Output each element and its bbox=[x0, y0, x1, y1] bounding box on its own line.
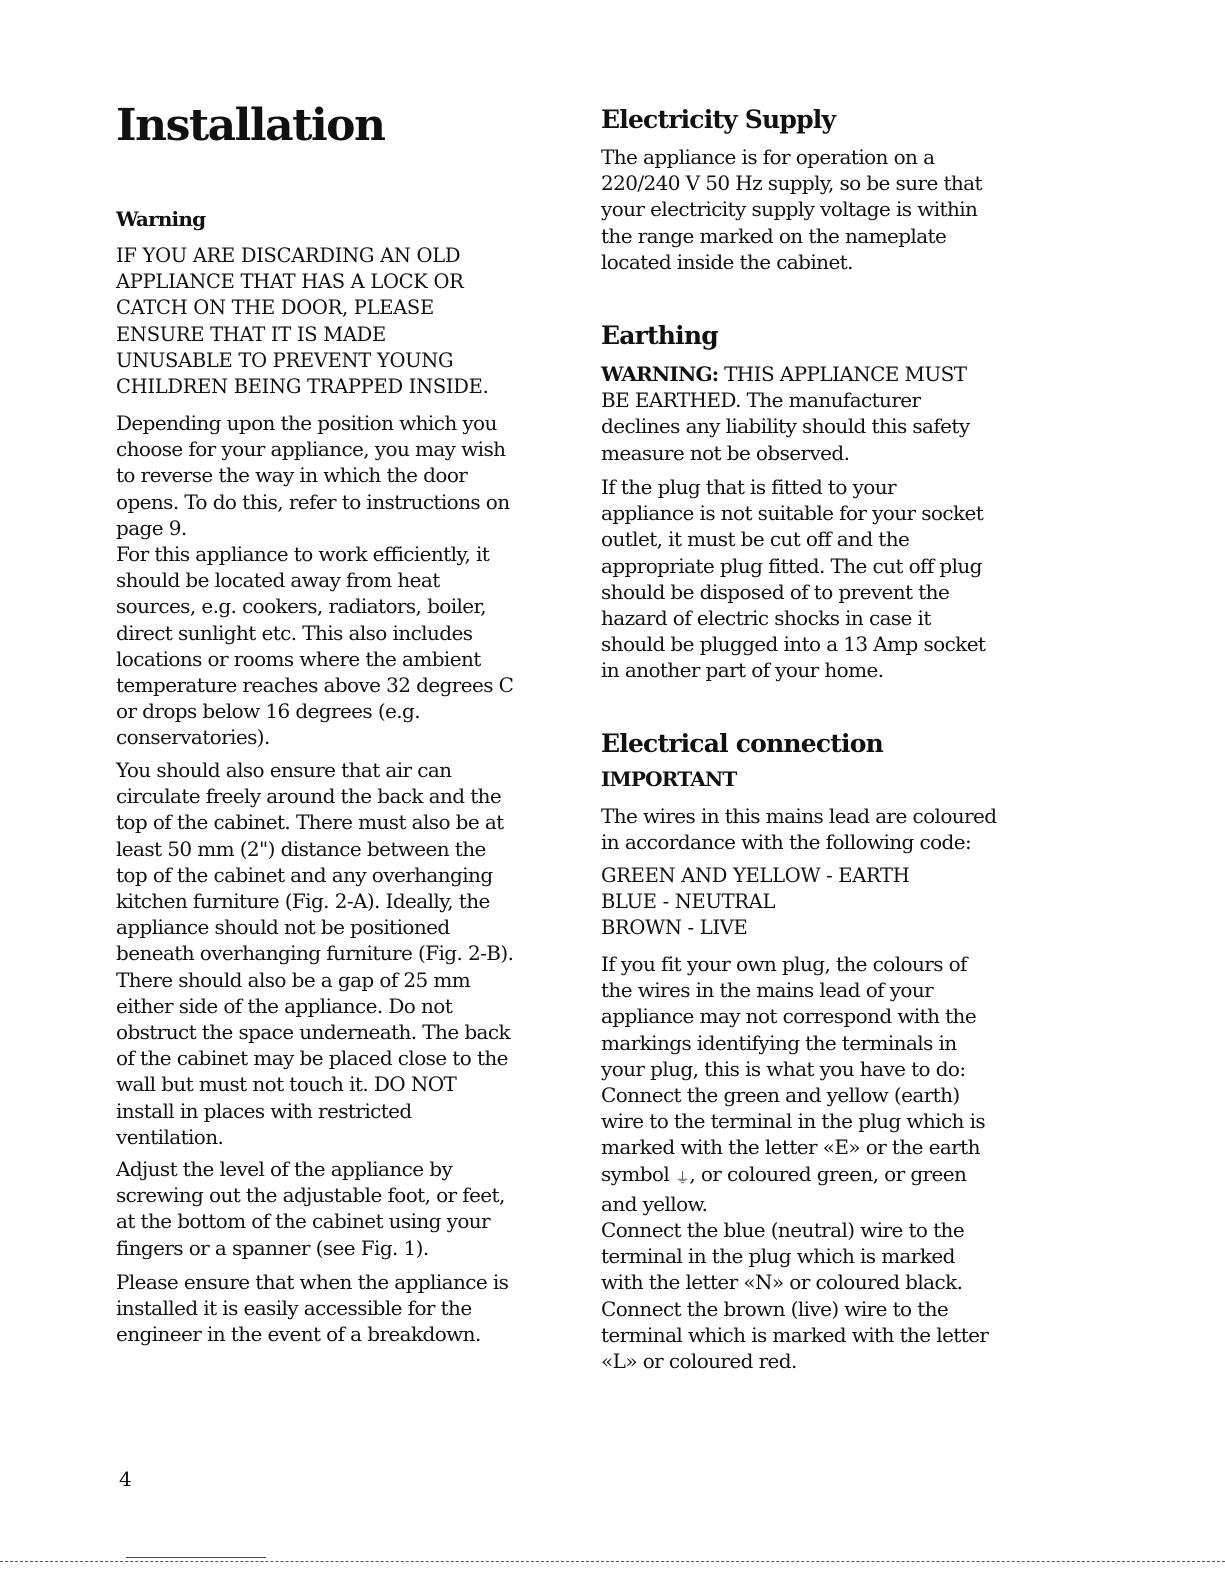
text-line: terminal in the plug which is marked bbox=[601, 1244, 955, 1269]
text-line: should be disposed of to prevent the bbox=[601, 579, 950, 604]
text-line: top of the cabinet and any overhanging bbox=[116, 862, 493, 887]
text-line: measure not be observed. bbox=[601, 440, 850, 465]
footer-link-rule bbox=[126, 1557, 266, 1558]
text-line: terminal which is marked with the letter bbox=[601, 1322, 989, 1347]
access-paragraph bbox=[116, 1269, 586, 1348]
text-line: the range marked on the nameplate bbox=[601, 223, 947, 248]
leveling-paragraph bbox=[116, 1156, 586, 1261]
wire-code-item: GREEN AND YELLOW - EARTH bbox=[601, 864, 910, 887]
text-line: choose for your appliance, you may wish bbox=[116, 437, 506, 462]
text-line: Adjust the level of the appliance by bbox=[116, 1157, 453, 1181]
text-line: appropriate plug fitted. The cut off plug bbox=[601, 553, 982, 578]
warning-line: APPLIANCE THAT HAS A LOCK OR bbox=[116, 270, 464, 294]
wire-code-intro bbox=[601, 803, 1071, 855]
warning-line: CHILDREN BEING TRAPPED INSIDE. bbox=[116, 375, 489, 399]
wire-code-item: BROWN - LIVE bbox=[601, 916, 748, 940]
footer-divider bbox=[0, 1561, 1225, 1562]
text-line: appliance may not correspond with the bbox=[601, 1004, 977, 1029]
text-line: direct sunlight etc. This also includes bbox=[116, 620, 473, 645]
warning-line: IF YOU ARE DISCARDING AN OLD bbox=[116, 244, 461, 267]
text-line: fingers or a spanner (see Fig. 1). bbox=[116, 1235, 429, 1260]
text-line: markings identifying the terminals in bbox=[601, 1030, 957, 1055]
text-line: «L» or coloured red. bbox=[601, 1349, 797, 1374]
text-line: located inside the cabinet. bbox=[601, 249, 853, 274]
text-line: Connect the green and yellow (earth) bbox=[601, 1083, 960, 1108]
text-line: temperature reaches above 32 degrees C bbox=[116, 673, 514, 698]
warning-text bbox=[116, 243, 586, 400]
electricity-supply-text bbox=[601, 144, 1071, 275]
text-line: opens. To do this, refer to instructions on bbox=[116, 489, 510, 514]
ventilation-paragraph bbox=[116, 757, 586, 1150]
text-line: If the plug that is fitted to your bbox=[601, 475, 896, 499]
symbol-line bbox=[601, 1161, 1071, 1191]
text-line: wall but must not touch it. DO NOT bbox=[116, 1072, 457, 1097]
electrical-connection-heading: Electrical connection bbox=[601, 729, 883, 758]
text-line: the wires in the mains lead of your bbox=[601, 978, 934, 1003]
text-line: your electricity supply voltage is within bbox=[601, 197, 978, 222]
text-line: page 9. bbox=[116, 515, 187, 540]
electricity-supply-heading: Electricity Supply bbox=[601, 105, 836, 134]
page-title: Installation bbox=[116, 100, 385, 151]
text-line: obstruct the space underneath. The back bbox=[116, 1020, 510, 1045]
warning-heading: Warning bbox=[116, 207, 206, 231]
text-line: wire to the terminal in the plug which is bbox=[601, 1109, 986, 1134]
earthing-plug-paragraph bbox=[601, 474, 1071, 684]
text-line: at the bottom of the cabinet using your bbox=[116, 1209, 491, 1234]
placement-paragraph bbox=[116, 410, 586, 751]
text-line: There should also be a gap of 25 mm bbox=[116, 967, 471, 992]
page-number: 4 bbox=[119, 1467, 132, 1491]
wire-code-item: BLUE - NEUTRAL bbox=[601, 890, 776, 914]
text-line: of the cabinet may be placed close to the bbox=[116, 1046, 508, 1071]
text-line: conservatories). bbox=[116, 725, 270, 750]
text-line: You should also ensure that air can bbox=[116, 758, 452, 782]
symbol-prefix: symbol bbox=[601, 1161, 675, 1186]
text-line: engineer in the event of a breakdown. bbox=[116, 1322, 481, 1347]
text-line: in accordance with the following code: bbox=[601, 830, 972, 855]
text-line: 220/240 V 50 Hz supply, so be sure that bbox=[601, 171, 982, 196]
text-line: with the letter «N» or coloured black. bbox=[601, 1270, 963, 1295]
warning-line: CATCH ON THE DOOR, PLEASE bbox=[116, 296, 434, 320]
text-line: your plug, this is what you have to do: bbox=[601, 1056, 966, 1081]
text-line: hazard of electric shocks in case it bbox=[601, 606, 931, 631]
text-line: ventilation. bbox=[116, 1124, 224, 1149]
text-line: install in places with restricted bbox=[116, 1098, 412, 1123]
warning-line bbox=[601, 361, 1071, 387]
text-line: BE EARTHED. The manufacturer bbox=[601, 388, 921, 413]
text-line: appliance is not suitable for your socket bbox=[601, 501, 984, 526]
earth-icon: ⏚ bbox=[674, 1168, 690, 1187]
wire-code-list bbox=[601, 863, 1071, 942]
symbol-suffix: , or coloured green, or green bbox=[689, 1161, 967, 1186]
text-line: The appliance is for operation on a bbox=[601, 145, 935, 169]
text-line: screwing out the adjustable foot, or feet, bbox=[116, 1183, 505, 1208]
text-line: or drops below 16 degrees (e.g. bbox=[116, 699, 420, 724]
earthing-warning bbox=[601, 361, 1071, 466]
text-line: Please ensure that when the appliance is bbox=[116, 1270, 509, 1294]
text-line: should be plugged into a 13 Amp socket bbox=[601, 632, 986, 657]
warning-text: THIS APPLIANCE MUST bbox=[718, 362, 967, 386]
text-line: If you fit your own plug, the colours of bbox=[601, 952, 967, 976]
warning-line: UNUSABLE TO PREVENT YOUNG bbox=[116, 348, 454, 372]
important-subheading: IMPORTANT bbox=[601, 767, 737, 791]
text-line: to reverse the way in which the door bbox=[116, 463, 468, 488]
warning-line: ENSURE THAT IT IS MADE bbox=[116, 322, 386, 346]
text-line: outlet, it must be cut off and the bbox=[601, 527, 910, 552]
text-line: appliance should not be positioned bbox=[116, 915, 450, 940]
text-line: top of the cabinet. There must also be at bbox=[116, 810, 504, 835]
text-line: installed it is easily accessible for the bbox=[116, 1296, 472, 1321]
text-line: beneath overhanging furniture (Fig. 2-B). bbox=[116, 941, 514, 966]
text-line: marked with the letter «E» or the earth bbox=[601, 1135, 980, 1160]
text-line: Connect the blue (neutral) wire to the bbox=[601, 1218, 965, 1243]
text-line: The wires in this mains lead are coloured bbox=[601, 804, 997, 828]
text-line: Connect the brown (live) wire to the bbox=[601, 1296, 949, 1321]
text-line: in another part of your home. bbox=[601, 658, 884, 683]
text-line: sources, e.g. cookers, radiators, boiler, bbox=[116, 594, 487, 619]
text-line: kitchen furniture (Fig. 2-A). Ideally, the bbox=[116, 889, 490, 914]
text-line: and yellow. bbox=[601, 1191, 708, 1216]
text-line: locations or rooms where the ambient bbox=[116, 646, 481, 671]
text-line: circulate freely around the back and the bbox=[116, 784, 502, 809]
text-line: declines any liability should this safety bbox=[601, 414, 970, 439]
text-line: For this appliance to work efficiently, it bbox=[116, 542, 490, 567]
text-line: either side of the appliance. Do not bbox=[116, 993, 453, 1018]
warning-label: WARNING: bbox=[601, 362, 719, 386]
text-line: Depending upon the position which you bbox=[116, 411, 497, 435]
wiring-instructions bbox=[601, 951, 1071, 1374]
text-line: should be located away from heat bbox=[116, 568, 440, 593]
text-line: least 50 mm (2") distance between the bbox=[116, 836, 486, 861]
earthing-heading: Earthing bbox=[601, 321, 718, 350]
